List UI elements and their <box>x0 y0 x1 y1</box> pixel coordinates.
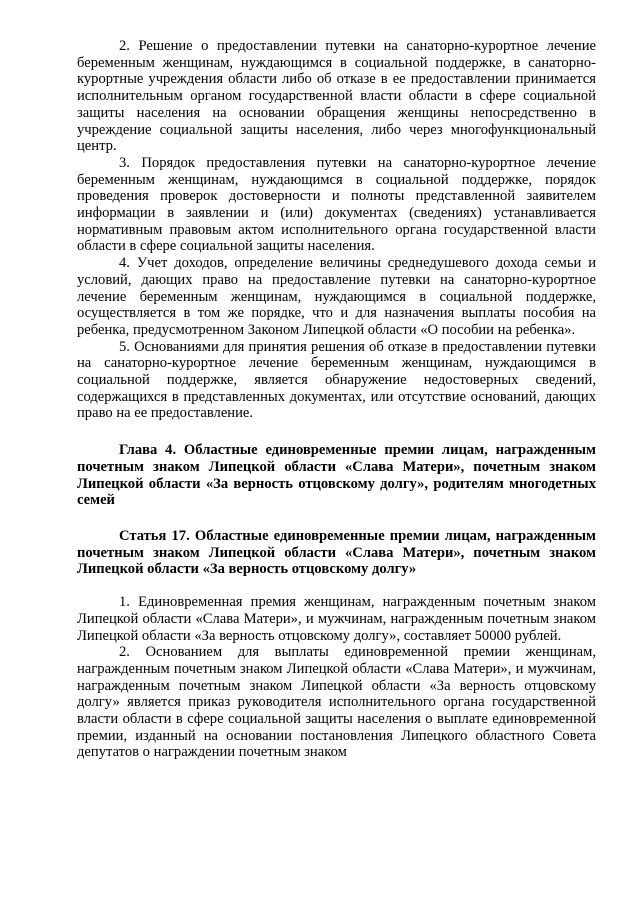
spacer <box>77 422 596 442</box>
article-paragraph-1-premium-amount: 1. Единовременная премия женщинам, награжденным почетным знаком Липецкой области «Слава Матери», и мужчинам, награжденным почетным знаком Липецкой области «За верность отцовскому долгу», составляет 50000 рублей. <box>77 594 596 644</box>
spacer <box>77 578 596 594</box>
paragraph-3-voucher-procedure: 3. Порядок предоставления путевки на санаторно-курортное лечение беременным женщинам, нуждающимся в социальной поддержке, порядок проведения проверок достоверности и полноты представленной заявителем информации в заявлении и (или) документах (сведениях) устанавливается нормативным правовым актом исполнительного органа государственной власти области в сфере социальной защиты населения. <box>77 154 596 255</box>
spacer <box>77 509 596 528</box>
article-paragraph-2-payment-basis: 2. Основанием для выплаты единовременной премии женщинам, награжденным почетным знаком Липецкой области «Слава Матери», и мужчинам, награжденным почетным знаком Липецкой области «За верность отцовскому долгу» является приказ руководителя исполнительного органа государственной власти области в сфере социальной защиты населения о выплате единовременной премии, изданный на основании постановления Липецкого областного Совета депутатов о награждении почетным знаком <box>77 644 596 761</box>
chapter-heading: Глава 4. Областные единовременные премии лицам, награжденным почетным знаком Липецкой области «Слава Матери», почетным знаком Липецкой области «За верность отцовскому долгу», родителям многодетных семей <box>77 442 596 509</box>
article-heading: Статья 17. Областные единовременные премии лицам, награжденным почетным знаком Липецкой области «Слава Матери», почетным знаком Липецкой области «За верность отцовскому долгу» <box>77 527 596 578</box>
paragraph-4-income-accounting: 4. Учет доходов, определение величины среднедушевого дохода семьи и условий, дающих право на предоставление путевки на санаторно-курортное лечение беременным женщинам, нуждающимся в социальной поддержке, осуществляется в том же порядке, что и для назначения выплаты пособия на ребенка, предусмотренном Законом Липецкой области «О пособии на ребенка». <box>77 255 596 338</box>
paragraph-5-refusal-grounds: 5. Основаниями для принятия решения об отказе в предоставлении путевки на санаторно-курортное лечение беременным женщинам, нуждающимся в социальной поддержке, является обнаружение недостоверных сведений, содержащихся в представленных документах, или отсутствие оснований, дающих право на ее предоставление. <box>77 338 596 422</box>
paragraph-2-travel-voucher-decision: 2. Решение о предоставлении путевки на санаторно-курортное лечение беременным женщинам, нуждающимся в социальной поддержке, в санаторно-курортные учреждения области либо об отказе в ее предоставлении принимается исполнительным органом государственной власти области в сфере социальной защиты населения на основании обращения женщины непосредственно в учреждение социальной защиты населения, либо через многофункциональный центр. <box>77 38 596 155</box>
